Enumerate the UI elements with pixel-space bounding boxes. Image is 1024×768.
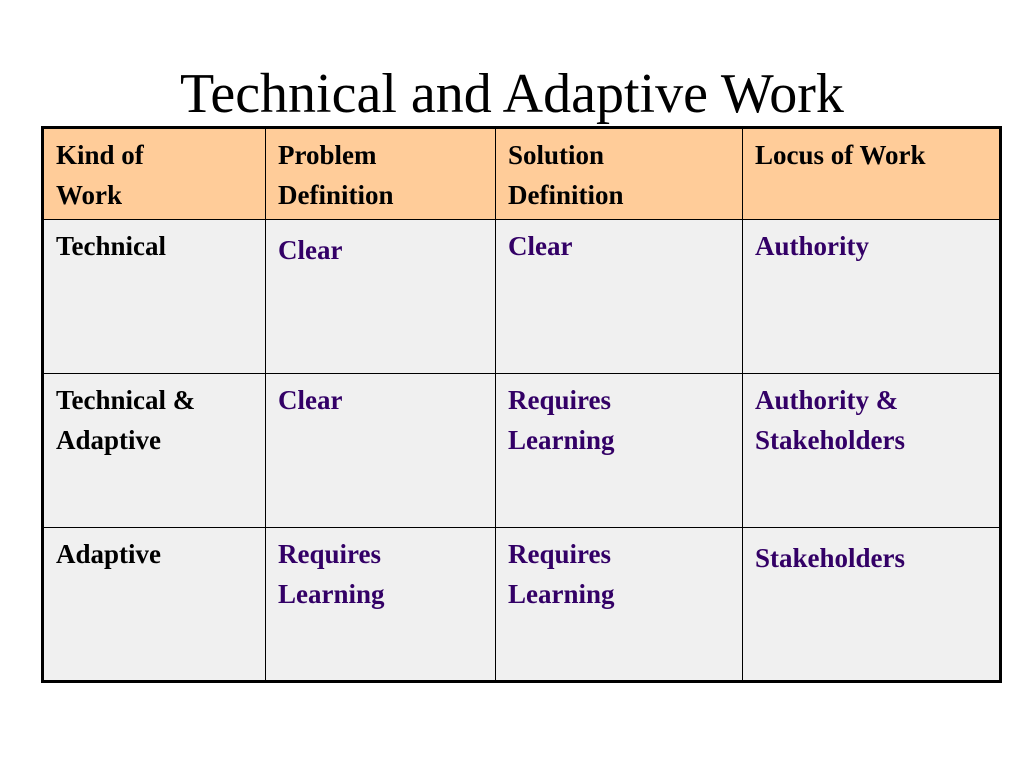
cell-kind-line-1: Adaptive [56,539,162,569]
table-row [43,374,1001,528]
cell-solution-line-2: Learning [508,579,615,609]
cell-locus-line-2: Stakeholders [755,425,906,455]
cell-problem-line-1: Clear [278,385,343,415]
cell-locus-line-1: Authority [755,231,869,261]
header-problem-definition [266,128,496,220]
cell-kind-line-1: Technical [56,231,167,261]
cell-problem-line-1: Requires [278,539,382,569]
cell-solution [496,220,743,374]
header-locus-of-work [743,128,1001,220]
cell-problem-line-2: Learning [278,579,385,609]
slide-title: Technical and Adaptive Work [180,63,844,125]
cell-solution-line-1: Requires [508,539,612,569]
header-solution-definition [496,128,743,220]
cell-locus [743,528,1001,682]
table-header-row [43,128,1001,220]
header-problem-line-1: Problem [278,140,377,170]
cell-problem [266,374,496,528]
table-row [43,528,1001,682]
cell-solution-line-2: Learning [508,425,615,455]
cell-kind-line-1: Technical & [56,385,196,415]
header-problem-line-2: Definition [278,180,394,210]
cell-solution [496,528,743,682]
cell-locus-line-1: Authority & [755,385,899,415]
cell-solution [496,374,743,528]
table-row [43,220,1001,374]
header-solution-line-2: Definition [508,180,624,210]
cell-locus [743,220,1001,374]
work-table [41,126,1002,683]
header-kind-line-2: Work [56,180,123,210]
header-locus-line-1: Locus of Work [755,140,926,170]
cell-kind [43,374,266,528]
header-solution-line-1: Solution [508,140,605,170]
cell-kind [43,528,266,682]
header-kind-line-1: Kind of [56,140,144,170]
cell-solution-line-1: Clear [508,231,573,261]
header-kind-of-work [43,128,266,220]
cell-locus [743,374,1001,528]
cell-kind [43,220,266,374]
cell-problem [266,220,496,374]
cell-locus-line-1: Stakeholders [755,543,906,573]
cell-solution-line-1: Requires [508,385,612,415]
cell-kind-line-2: Adaptive [56,425,162,455]
cell-problem [266,528,496,682]
cell-problem-line-1: Clear [278,235,343,265]
